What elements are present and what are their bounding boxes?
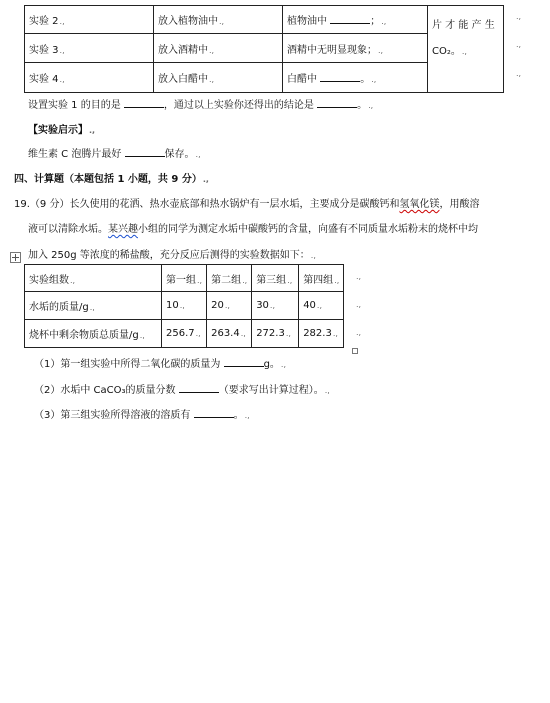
cell-exp2-action: 放入植物油中., bbox=[154, 6, 283, 34]
table-cell: 水垢的质量/g., bbox=[25, 292, 162, 320]
table-cell: 烧杯中剩余物质总质量/g., bbox=[25, 320, 162, 348]
cell-exp3-name: 实验 3., bbox=[25, 34, 154, 63]
table-cell: 263.4., bbox=[207, 320, 252, 348]
row-end-mark: ., bbox=[356, 272, 362, 281]
q19-line2: 液可以清除水垢。某兴趣小组的同学为测定水垢中碳酸钙的含量，向盛有不同质量水垢粉末的烧杯中均 bbox=[28, 224, 478, 235]
table-cell: 10., bbox=[162, 292, 207, 320]
q19-line3: 加入 250g 等浓度的稀盐酸，充分反应后测得的实验数据如下：., bbox=[28, 250, 316, 261]
table-cell: 272.3., bbox=[252, 320, 299, 348]
cell-exp3-action: 放入酒精中., bbox=[154, 34, 283, 63]
table-cell: 282.3., bbox=[299, 320, 344, 348]
table-row bbox=[25, 320, 344, 348]
cell-exp4-result: 白醋中 。., bbox=[283, 63, 428, 93]
cell-exp2-result: 植物油中 ；., bbox=[283, 6, 428, 34]
sub-question-1: （1）第一组实验中所得二氧化碳的质量为 g。., bbox=[34, 359, 287, 370]
table-resize-handle[interactable] bbox=[352, 348, 358, 354]
answer-blank[interactable] bbox=[330, 14, 370, 24]
row-end-mark: ., bbox=[516, 12, 522, 21]
table-cell: 30., bbox=[252, 292, 299, 320]
cell-conclusion: 片 才 能 产 生 CO₂。., bbox=[428, 6, 504, 93]
answer-blank[interactable] bbox=[124, 98, 164, 108]
sub-question-2: （2）水垢中 CaCO₃的质量分数 （要求写出计算过程）。., bbox=[34, 385, 330, 396]
answer-blank[interactable] bbox=[125, 147, 165, 157]
section-heading: 四、计算题（本题包括 1 小题，共 9 分）., bbox=[14, 174, 209, 185]
table-row bbox=[25, 292, 344, 320]
answer-blank[interactable] bbox=[224, 357, 264, 367]
answer-blank[interactable] bbox=[194, 408, 234, 418]
q19-line1: 19.（9 分）长久使用的花洒、热水壶底部和热水锅炉有一层水垢，主要成分是碳酸钙和氢氧化镁，用酸溶 bbox=[14, 199, 480, 210]
table-cell: 40., bbox=[299, 292, 344, 320]
table-cell: 256.7., bbox=[162, 320, 207, 348]
cell-exp2-name: 实验 2., bbox=[25, 6, 154, 34]
sub-question-3: （3）第三组实验所得溶液的溶质有 。., bbox=[34, 410, 250, 421]
row-end-mark: ., bbox=[356, 300, 362, 309]
row-end-mark: ., bbox=[516, 40, 522, 49]
answer-blank[interactable] bbox=[320, 72, 360, 82]
header-cell: 实验组数., bbox=[25, 265, 162, 292]
data-table bbox=[24, 264, 344, 348]
experiment-table bbox=[24, 5, 504, 93]
row-end-mark: ., bbox=[356, 328, 362, 337]
header-cell: 第一组., bbox=[162, 265, 207, 292]
cell-exp4-name: 实验 4., bbox=[25, 63, 154, 93]
table-cell: 20., bbox=[207, 292, 252, 320]
table-row bbox=[25, 265, 344, 292]
header-cell: 第三组., bbox=[252, 265, 299, 292]
question-purpose: 设置实验 1 的目的是 ，通过以上实验你还得出的结论是 。., bbox=[28, 100, 374, 111]
heading-inspiration: 【实验启示】., bbox=[28, 125, 96, 136]
answer-blank[interactable] bbox=[179, 383, 219, 393]
table-move-handle-icon[interactable] bbox=[10, 252, 21, 263]
row-end-mark: ., bbox=[516, 69, 522, 78]
question-vitamin: 维生素 C 泡腾片最好 保存。., bbox=[28, 149, 201, 160]
header-cell: 第二组., bbox=[207, 265, 252, 292]
cell-exp3-result: 酒精中无明显现象；., bbox=[283, 34, 428, 63]
cell-exp4-action: 放入白醋中., bbox=[154, 63, 283, 93]
header-cell: 第四组., bbox=[299, 265, 344, 292]
answer-blank[interactable] bbox=[317, 98, 357, 108]
